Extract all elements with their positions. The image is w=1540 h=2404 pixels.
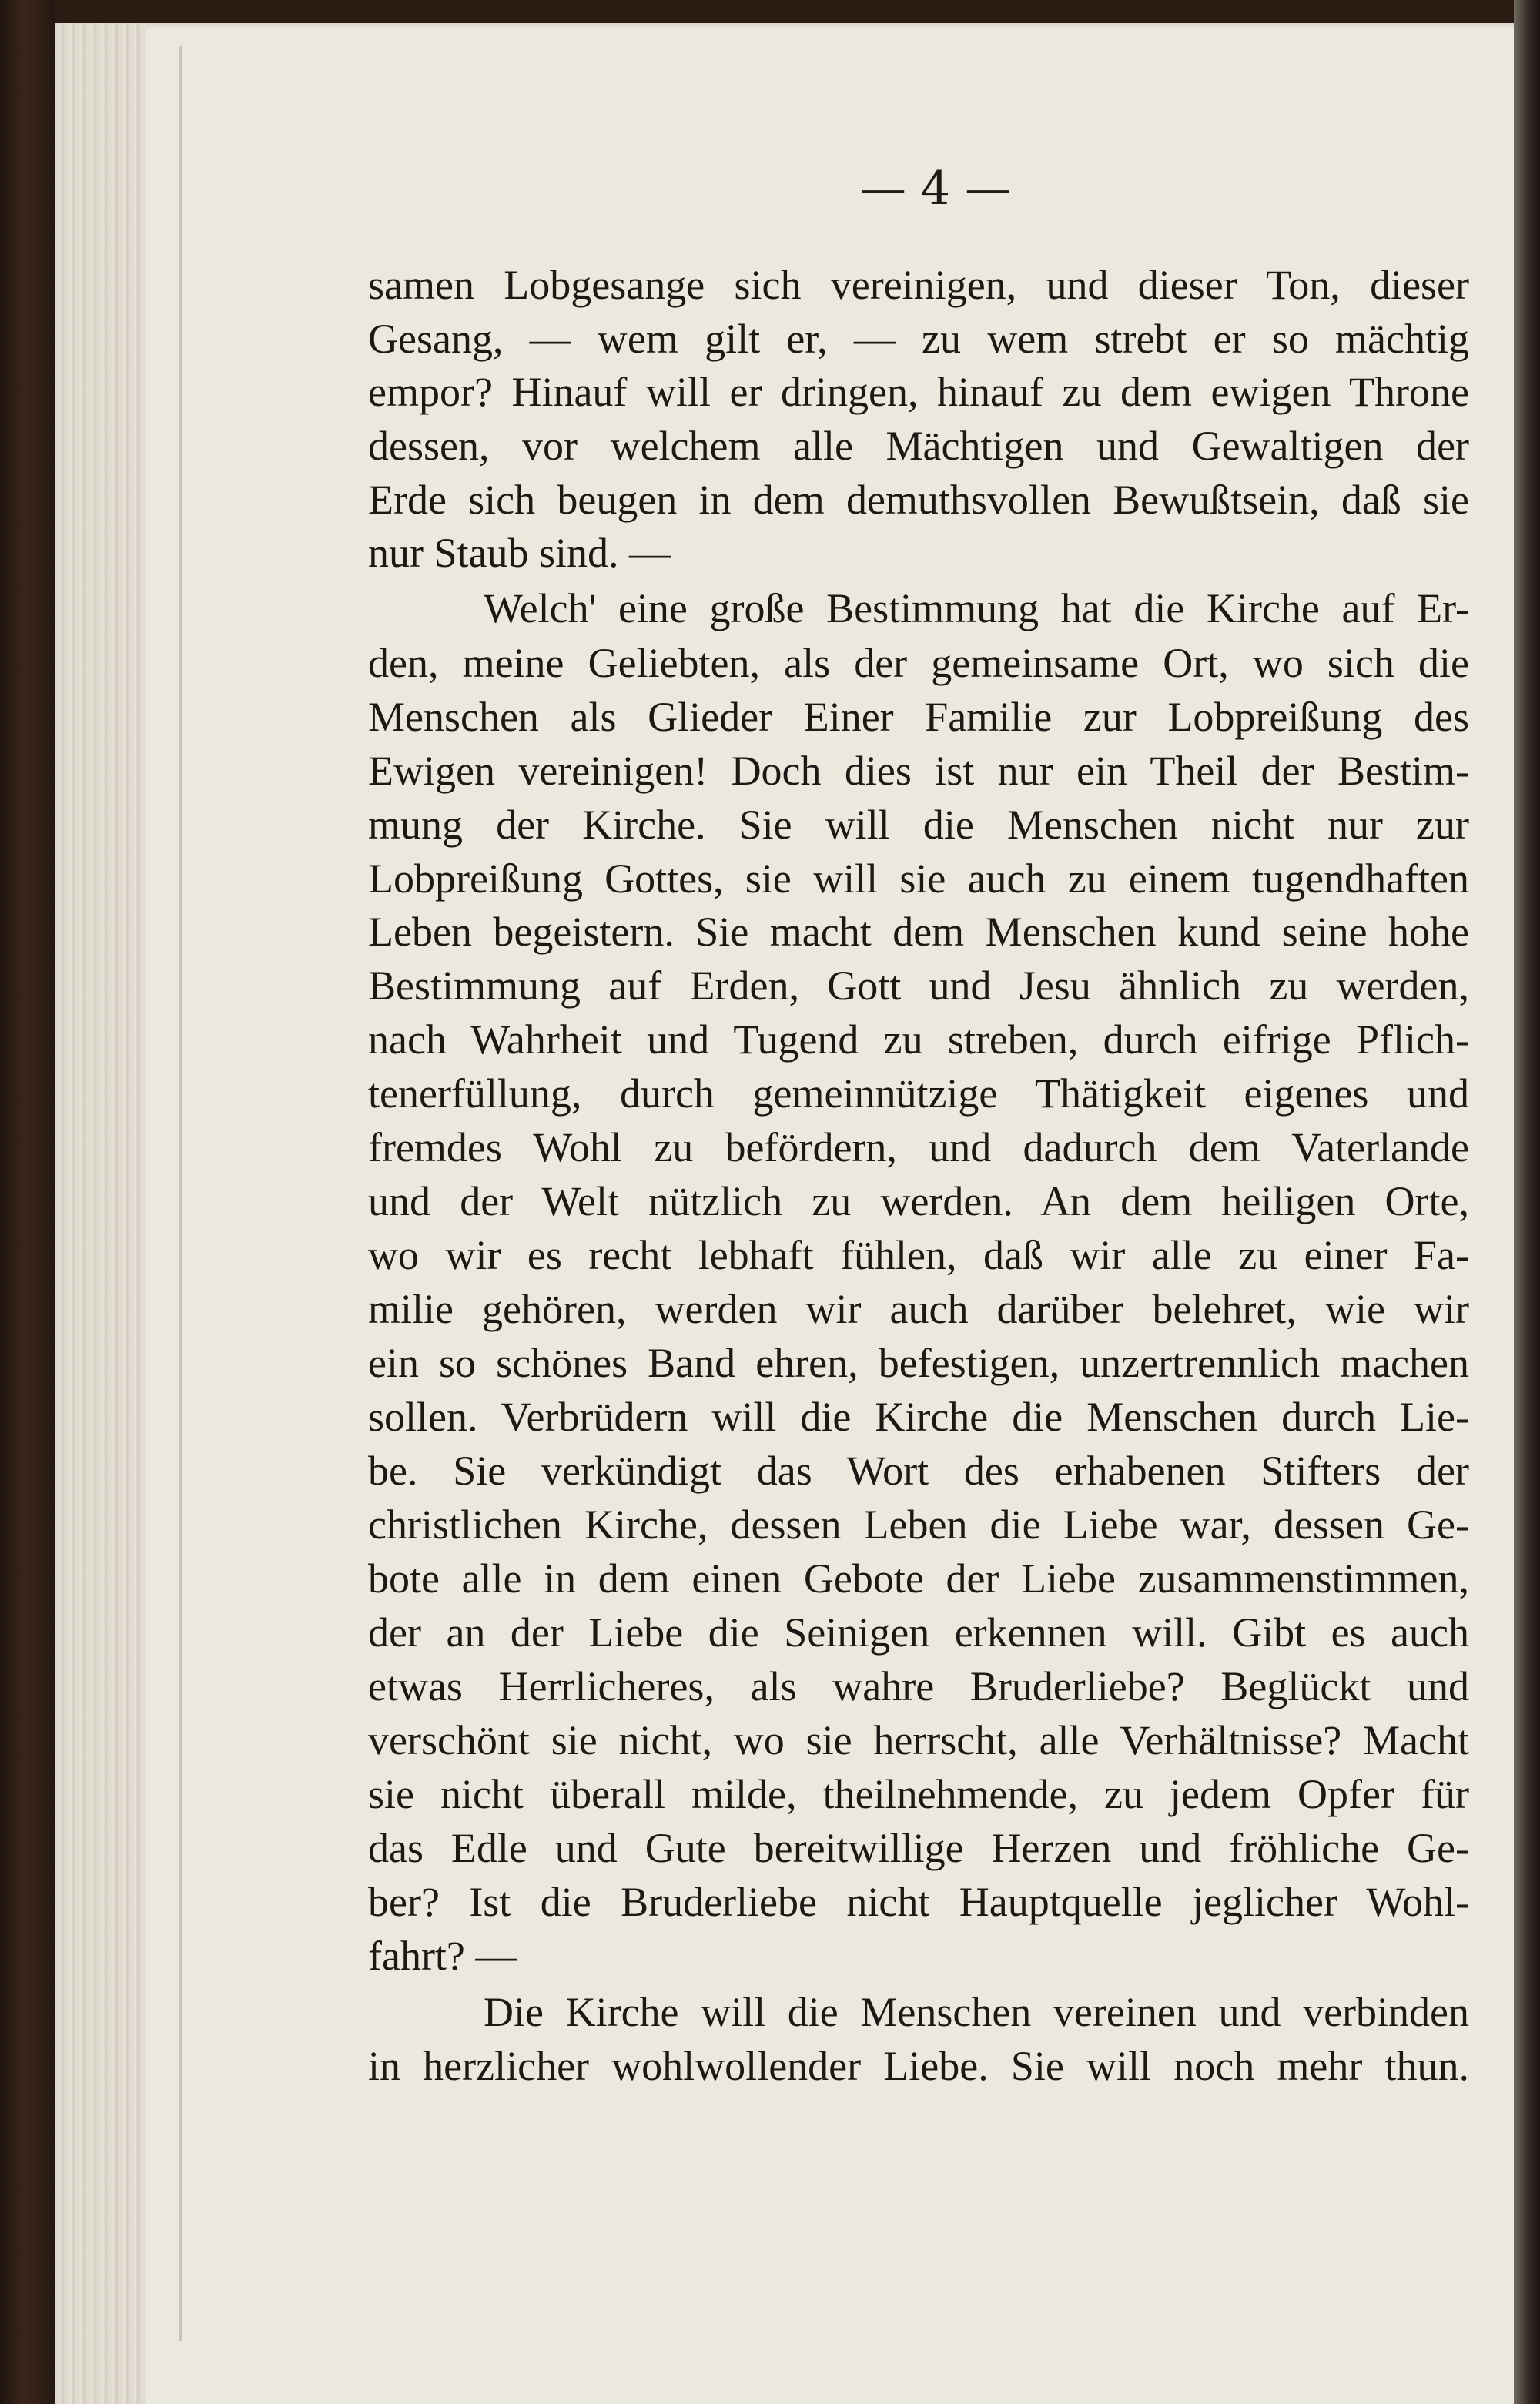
- text-line: dessen, vor welchem alle Mächtigen und Gewaltigen der: [368, 423, 1469, 469]
- text-line: das Edle und Gute bereitwillige Herzen und fröhliche Ge-: [368, 1825, 1469, 1871]
- text-line: fremdes Wohl zu befördern, und dadurch dem Vaterlande: [368, 1124, 1469, 1170]
- page-stack-edges: [55, 23, 148, 2404]
- text-line: Menschen als Glieder Einer Familie zur Lobpreißung des: [368, 694, 1469, 740]
- text-line: Erde sich beugen in dem demuthsvollen Bewußtsein, daß sie: [368, 477, 1469, 523]
- text-line: Ewigen vereinigen! Doch dies ist nur ein Theil der Bestim-: [368, 748, 1469, 794]
- text-line: ber? Ist die Bruderliebe nicht Hauptquelle jeglicher Wohl-: [368, 1879, 1469, 1925]
- text-line: sie nicht überall milde, theilnehmende, zu jedem Opfer für: [368, 1771, 1469, 1817]
- text-line: in herzlicher wohlwollender Liebe. Sie will noch mehr thun.: [368, 2043, 1469, 2089]
- text-line: nach Wahrheit und Tugend zu streben, durch eifrige Pflich-: [368, 1016, 1469, 1063]
- text-line: empor? Hinauf will er dringen, hinauf zu dem ewigen Throne: [368, 369, 1469, 415]
- text-line: Gesang, — wem gilt er, — zu wem strebt er so mächtig: [368, 316, 1469, 362]
- book-spine: [0, 0, 55, 2404]
- text-line: Lobpreißung Gottes, sie will sie auch zu einem tugendhaften: [368, 855, 1469, 902]
- text-line: der an der Liebe die Seinigen erkennen will. Gibt es auch: [368, 1609, 1469, 1656]
- book-cover-edge: [1514, 0, 1540, 2404]
- text-line: den, meine Geliebten, als der gemeinsame Ort, wo sich die: [368, 640, 1469, 686]
- text-line: tenerfüllung, durch gemeinnützige Thätigkeit eigenes und: [368, 1070, 1469, 1117]
- text-line: nur Staub sind. —: [368, 530, 671, 576]
- text-line: wo wir es recht lebhaft fühlen, daß wir alle zu einer Fa-: [368, 1232, 1469, 1278]
- text-line: etwas Herrlicheres, als wahre Bruderliebe? Beglückt und: [368, 1663, 1469, 1709]
- text-line: ein so schönes Band ehren, befestigen, unzertrennlich machen: [368, 1340, 1469, 1386]
- text-line: Welch' eine große Bestimmung hat die Kirche auf Er-: [484, 585, 1469, 631]
- text-line: sollen. Verbrüdern will die Kirche die Menschen durch Lie-: [368, 1394, 1469, 1440]
- text-line: Die Kirche will die Menschen vereinen und verbinden: [484, 1989, 1469, 2035]
- page-fold-line: [179, 46, 182, 2341]
- text-line: samen Lobgesange sich vereinigen, und dieser Ton, dieser: [368, 262, 1469, 308]
- text-line: mung der Kirche. Sie will die Menschen nicht nur zur: [368, 802, 1469, 848]
- text-line: milie gehören, werden wir auch darüber belehret, wie wir: [368, 1286, 1469, 1332]
- page-number: — 4 —: [859, 162, 1012, 216]
- text-line: fahrt? —: [368, 1933, 517, 1979]
- text-line: Leben begeistern. Sie macht dem Menschen kund seine hohe: [368, 909, 1469, 955]
- text-line: bote alle in dem einen Gebote der Liebe zusammenstimmen,: [368, 1555, 1469, 1602]
- text-line: christlichen Kirche, dessen Leben die Liebe war, dessen Ge-: [368, 1502, 1469, 1548]
- text-line: be. Sie verkündigt das Wort des erhabenen Stifters der: [368, 1448, 1469, 1494]
- text-line: Bestimmung auf Erden, Gott und Jesu ähnlich zu werden,: [368, 963, 1469, 1009]
- text-line: verschönt sie nicht, wo sie herrscht, alle Verhältnisse? Macht: [368, 1717, 1469, 1763]
- text-line: und der Welt nützlich zu werden. An dem heiligen Orte,: [368, 1178, 1469, 1224]
